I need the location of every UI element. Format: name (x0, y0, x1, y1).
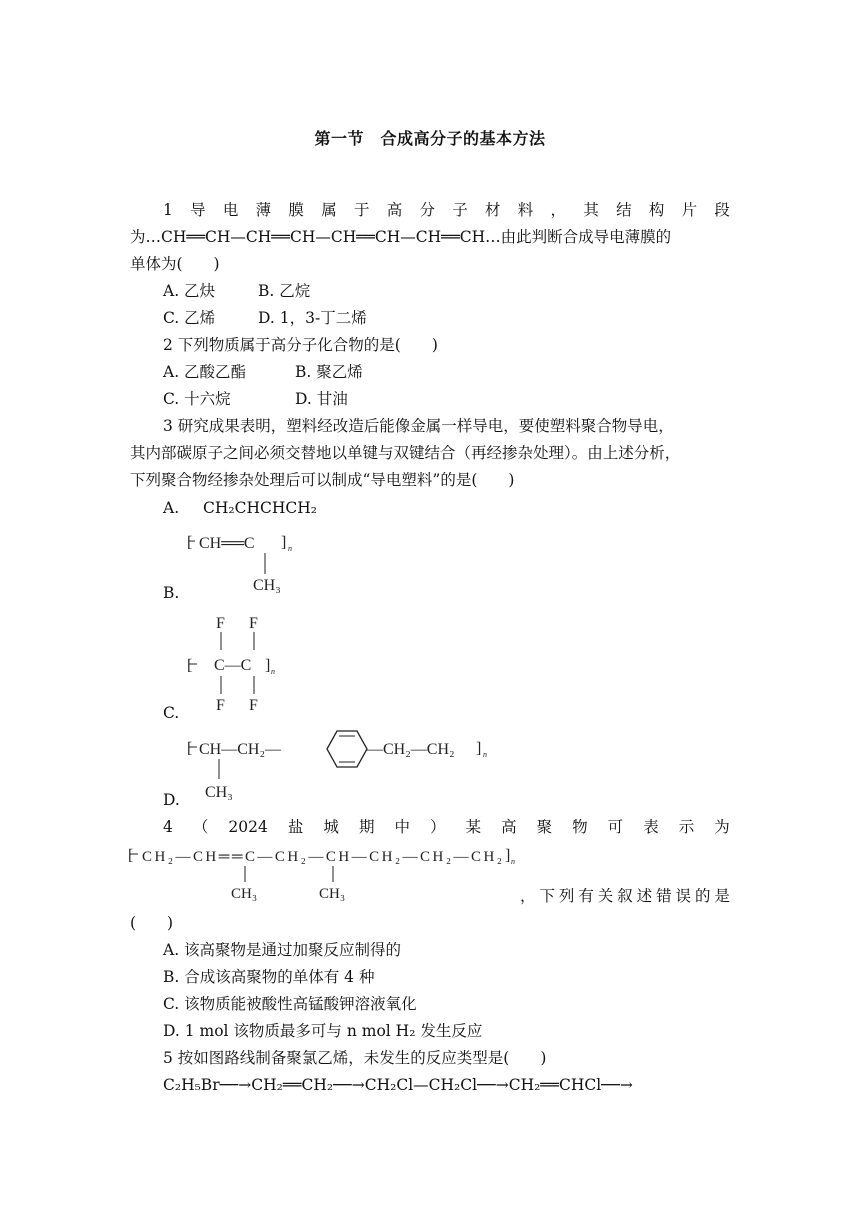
q1-option-b: B. 乙烷 (258, 282, 311, 300)
q1-line3: 单体为( ) (130, 255, 220, 273)
q4-tail-word: 错 (656, 887, 672, 905)
q4-line1-word: 高 (501, 818, 517, 836)
q1-line1-word: 材 (485, 201, 501, 219)
q1-option-d: D. 1，3-丁二烯 (258, 309, 367, 327)
c-f-top-1: F (216, 615, 225, 632)
q4-line1-word: 某 (465, 818, 482, 836)
bracket-left: [ (187, 740, 193, 757)
q4-line1-word: 表 (643, 818, 659, 836)
q4-option-a: A. 该高聚物是通过加聚反应制得的 (163, 941, 402, 959)
q2-option-d: D. 甘油 (295, 390, 348, 408)
q1-line1-word: 子 (452, 201, 468, 219)
q4-tail-word: 有 (578, 887, 594, 905)
q1-line1-word: 薄 (255, 201, 272, 219)
bracket-right: ] (476, 740, 482, 757)
q4-tail-word: 误 (675, 887, 692, 905)
q4-line2-tail (520, 886, 730, 906)
b-main-formula: CH══C (199, 535, 255, 552)
subscript-n: n (511, 857, 515, 866)
q1-line1-word: 属 (321, 201, 337, 219)
bracket-right: ] (281, 534, 287, 551)
bracket-left: [ (187, 657, 193, 674)
q2-option-c: C. 十六烷 (163, 390, 231, 408)
q1-line1-word: 片 (681, 201, 698, 219)
c-main-formula: C—C (214, 657, 252, 674)
q4-line1-word: 2024 (228, 818, 268, 836)
q1-line1-word: ， (550, 201, 567, 219)
q4-line1-word: 盐 (287, 818, 304, 836)
q4-line1-word: ） (430, 818, 446, 836)
q2-option-b: B. 聚乙烯 (295, 363, 363, 381)
q1-line1-word: 于 (353, 201, 370, 219)
q3-option-c-label: C. (163, 704, 180, 722)
q3-line1: 3 研究成果表明，塑料经改造后能像金属一样导电，要使塑料聚合物导电， (163, 417, 674, 435)
q4-line1-word: 期 (358, 818, 375, 836)
subscript-n: n (483, 750, 487, 759)
q4-line1-word: 为 (714, 818, 730, 836)
q4-methyl-1: CH₃ (231, 886, 258, 902)
q1-line1-word: 导 (190, 201, 206, 219)
q1-line2: 为…CH══CH—CH══CH—CH══CH—CH══CH…由此判断合成导电薄膜的 (130, 228, 672, 246)
q5-route: C₂H₅Br──→CH₂══CH₂──→CH₂Cl—CH₂Cl──→CH₂══CHCl──→ (163, 1076, 633, 1094)
q3-option-b-label: B. (163, 584, 180, 602)
q3-option-d-label: D. (163, 791, 180, 809)
q4-line1-word: （ (192, 818, 209, 836)
q5-stem: 5 按如图路线制备聚氯乙烯，未发生的反应类型是( ) (163, 1049, 547, 1067)
q3-option-c-structure (185, 612, 285, 712)
b-methyl: CH₃ (253, 577, 281, 594)
q1-line1-word: 料 (517, 201, 534, 219)
q1-line1-word: 段 (714, 201, 730, 219)
d-main-formula-left: CH—CH₂— (199, 741, 282, 758)
q4-tail-word: 的 (694, 887, 711, 905)
q4-tail-word: 叙 (617, 887, 633, 905)
q3-line3: 下列聚合物经掺杂处理后可以制成“导电塑料”的是( ) (130, 471, 515, 489)
q4-line1-word: 中 (394, 818, 410, 836)
d-methyl: CH₃ (205, 784, 233, 801)
q4-option-d: D. 1 mol 该物质最多可与 n mol H₂ 发生反应 (163, 1022, 483, 1040)
q4-line3: ( ) (130, 914, 174, 932)
q3-line2: 其内部碳原子之间必须交替地以单键与双键结合（再经掺杂处理）。由上述分析， (130, 444, 681, 462)
q1-option-c: C. 乙烯 (163, 309, 216, 327)
q1-line1-word: 其 (583, 201, 599, 219)
q4-line1-word: 物 (572, 818, 588, 836)
bracket-left: [ (128, 847, 134, 864)
q2-option-a: A. 乙酸乙酯 (163, 363, 247, 381)
c-f-bottom-1: F (216, 697, 225, 712)
q4-tail-word: 关 (597, 887, 614, 905)
q3-option-d-structure (185, 727, 505, 807)
q4-methyl-2: CH₃ (319, 886, 346, 902)
c-f-top-2: F (249, 615, 258, 632)
section-title: 第一节 合成高分子的基本方法 (314, 129, 546, 148)
q4-tail-word: 述 (636, 887, 653, 905)
q4-tail-word: ， (520, 887, 536, 905)
bracket-right: ] (265, 657, 271, 674)
q4-tail-word: 是 (714, 887, 730, 905)
q1-line1-word: 构 (648, 201, 665, 219)
q4-line1-word: 聚 (536, 818, 553, 836)
q4-line1 (163, 817, 730, 837)
q4-option-c: C. 该物质能被酸性高锰酸钾溶液氧化 (163, 995, 417, 1013)
q1-line1-word: 高 (386, 201, 403, 219)
q3-option-a-label: A. (163, 499, 180, 517)
q3-option-a-formula: CH₂CHCHCH₂ (203, 499, 317, 517)
q4-polymer-structure (128, 840, 528, 902)
q3-option-b-structure (185, 530, 305, 596)
c-f-bottom-2: F (249, 697, 258, 712)
q1-line1-word: 电 (222, 201, 239, 219)
q2-stem: 2 下列物质属于高分子化合物的是( ) (163, 336, 438, 354)
bracket-right: ] (505, 847, 511, 864)
q1-line1-word: 膜 (288, 201, 304, 219)
q4-line1-word: 城 (323, 818, 339, 836)
q1-line1-word: 分 (419, 201, 435, 219)
bracket-left: [ (187, 534, 193, 551)
q4-line1-word: 可 (607, 818, 624, 836)
q4-line1-word: 4 (163, 818, 173, 836)
q1-line1 (163, 200, 730, 220)
q4-main-formula: CH₂—CH══C—CH₂—CH—CH₂—CH₂—CH₂ (142, 849, 502, 865)
d-main-formula-right: —CH₂—CH₂ (367, 741, 455, 758)
subscript-n: n (288, 544, 292, 553)
q1-option-a: A. 乙炔 (163, 282, 216, 300)
q4-tail-word: 下 (539, 887, 555, 905)
q1-line1-word: 结 (616, 201, 632, 219)
q1-line1-word: 1 (163, 201, 173, 219)
q4-option-b: B. 合成该高聚物的单体有 4 种 (163, 968, 375, 986)
subscript-n: n (271, 667, 275, 676)
q4-line1-word: 示 (678, 818, 695, 836)
q4-tail-word: 列 (558, 887, 575, 905)
